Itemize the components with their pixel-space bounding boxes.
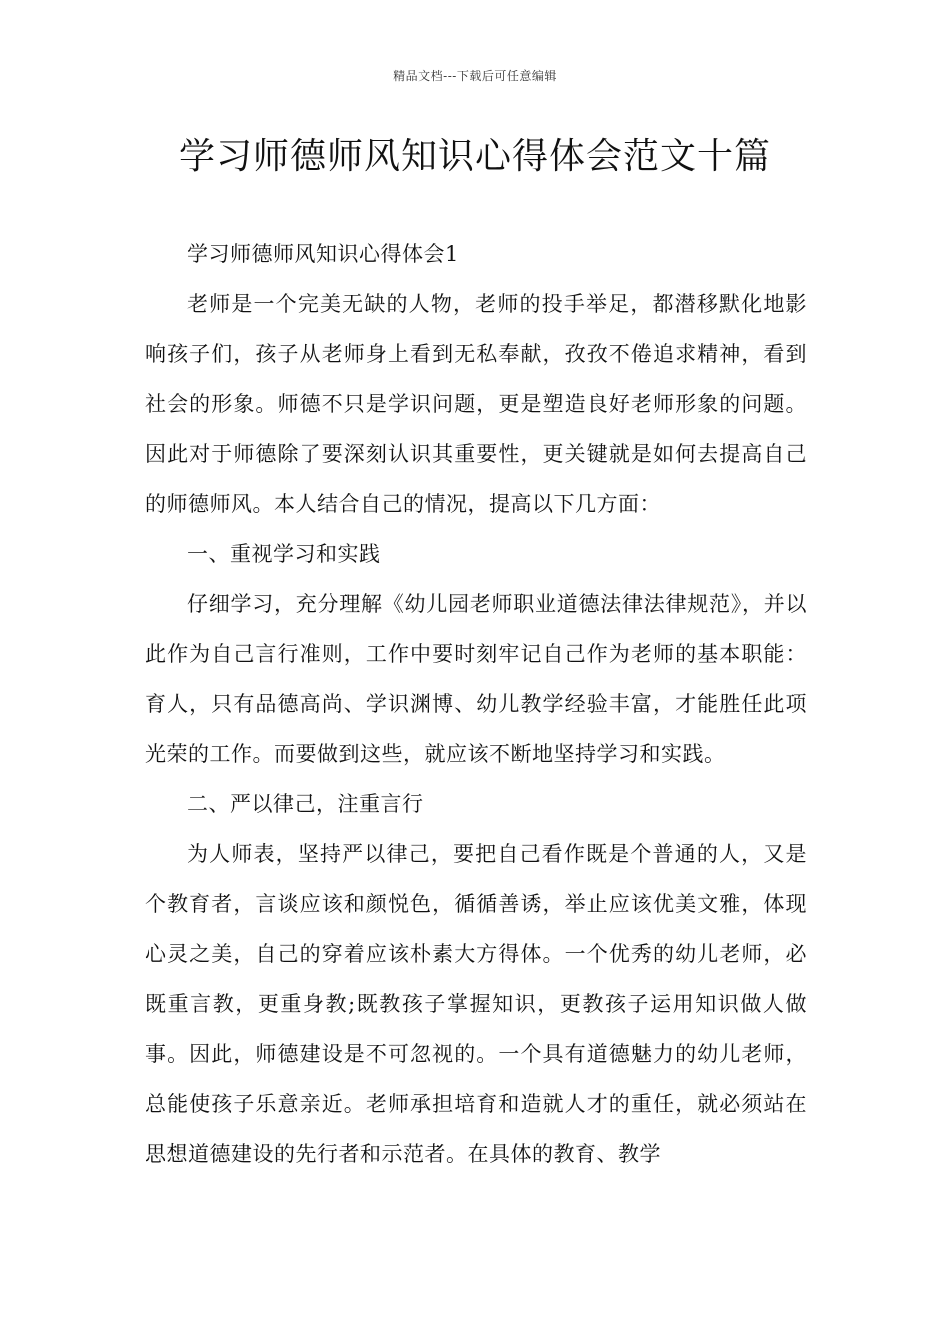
document-title: 学习师德师风知识心得体会范文十篇	[178, 136, 771, 177]
section-heading: 学习师德师风知识心得体会1	[187, 242, 459, 266]
body-paragraph: 老师是一个完美无缺的人物，老师的投手举足，都潜移默化地影响孩子们，孩子从老师身上看到无私奉献，孜孜不倦追求精神，看到社会的形象。师德不只是学识问题，更是塑造良好老师形象的问题。因此对于师德除了要深刻认识其重要性，更关键就是如何去提高自己的师德师风。本人结合自己的情况，提高以下几方面：	[145, 292, 807, 516]
header-note: 精品文档---下载后可任意编辑	[393, 69, 557, 83]
body-paragraph: 仔细学习，充分理解《幼儿园老师职业道德法律法律规范》，并以此作为自己言行准则，工作中要时刻牢记自己作为老师的基本职能：育人，只有品德高尚、学识渊博、幼儿教学经验丰富，才能胜任此项光荣的工作。而要做到这些，就应该不断地坚持学习和实践。	[145, 592, 807, 766]
body-paragraph: 为人师表，坚持严以律己，要把自己看作既是个普通的人，又是个教育者，言谈应该和颜悦色，循循善诱，举止应该优美文雅，体现心灵之美，自己的穿着应该朴素大方得体。一个优秀的幼儿老师，必既重言教，更重身教;既教孩子掌握知识，更教孩子运用知识做人做事。因此，师德建设是不可忽视的。一个具有道德魅力的幼儿老师，总能使孩子乐意亲近。老师承担培育和造就人才的重任，就必须站在思想道德建设的先行者和示范者。在具体的教育、教学	[145, 842, 807, 1166]
subsection-heading: 一、重视学习和实践	[187, 542, 381, 566]
subsection-heading: 二、严以律己，注重言行	[187, 792, 424, 816]
document-body	[145, 229, 807, 1179]
